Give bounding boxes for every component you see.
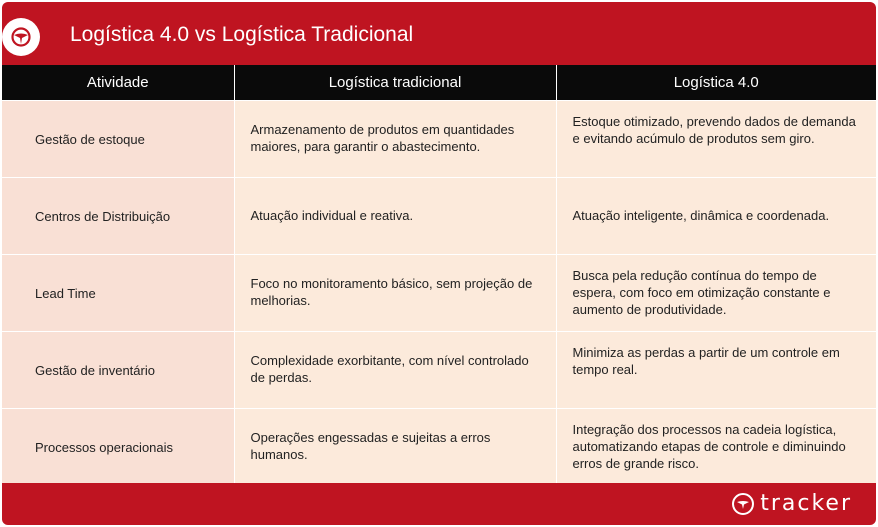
table-header-row: [2, 65, 876, 101]
tracker-logo-icon: [2, 18, 40, 56]
table-row: [2, 178, 876, 255]
cell-logistica40: [556, 178, 876, 255]
column-header-tradicional: Logística tradicional: [234, 65, 556, 101]
cell-text: Armazenamento de produtos em quantidades maiores, para garantir o abastecimento.: [250, 122, 515, 154]
cell-text: Busca pela redução contínua do tempo de espera, com foco em otimização constante e aumento de produtividade.: [572, 268, 831, 317]
comparison-table: [2, 65, 876, 485]
cell-text: Minimiza as perdas a partir de um controle em tempo real.: [572, 345, 840, 377]
cell-text: Estoque otimizado, prevendo dados de demanda e evitando acúmulo de produtos sem giro.: [572, 114, 856, 146]
table-row: [2, 255, 876, 332]
table-row: [2, 101, 876, 178]
cell-text: Gestão de inventário: [35, 362, 155, 378]
cell-atividade: [2, 332, 234, 409]
cell-text: Atuação inteligente, dinâmica e coordenada.: [572, 208, 830, 223]
cell-tradicional: [234, 101, 556, 178]
cell-text: Centros de Distribuição: [35, 208, 171, 224]
cell-tradicional: [234, 178, 556, 255]
cell-text: Gestão de estoque: [35, 131, 145, 147]
cell-tradicional: [234, 409, 556, 486]
cell-atividade: [2, 255, 234, 332]
brand-name: tracker: [760, 491, 852, 516]
table-row: [2, 332, 876, 409]
footer-banner: [2, 483, 876, 525]
column-header-atividade: Atividade: [2, 65, 234, 101]
cell-tradicional: [234, 332, 556, 409]
header-banner: [2, 2, 876, 65]
cell-text: Complexidade exorbitante, com nível controlado de perdas.: [250, 353, 529, 385]
cell-logistica40: [556, 255, 876, 332]
column-header-logistica40: Logística 4.0: [556, 65, 876, 101]
cell-logistica40: [556, 332, 876, 409]
cell-text: Foco no monitoramento básico, sem projeção de melhorias.: [250, 276, 533, 308]
cell-logistica40: [556, 409, 876, 486]
cell-logistica40: [556, 101, 876, 178]
cell-text: Lead Time: [35, 285, 96, 301]
cell-atividade: [2, 178, 234, 255]
cell-text: Operações engessadas e sujeitas a erros humanos.: [250, 430, 491, 462]
page-title: Logística 4.0 vs Logística Tradicional: [70, 23, 414, 46]
cell-atividade: [2, 101, 234, 178]
tracker-logo-icon: [732, 493, 754, 515]
cell-atividade: [2, 409, 234, 486]
cell-text: Atuação individual e reativa.: [250, 208, 414, 223]
cell-tradicional: [234, 255, 556, 332]
brand-logo: [732, 490, 852, 518]
cell-text: Integração dos processos na cadeia logística, automatizando etapas de controle e diminuindo erros de grande risco.: [572, 422, 846, 471]
cell-text: Processos operacionais: [35, 439, 174, 455]
table-row: [2, 409, 876, 486]
